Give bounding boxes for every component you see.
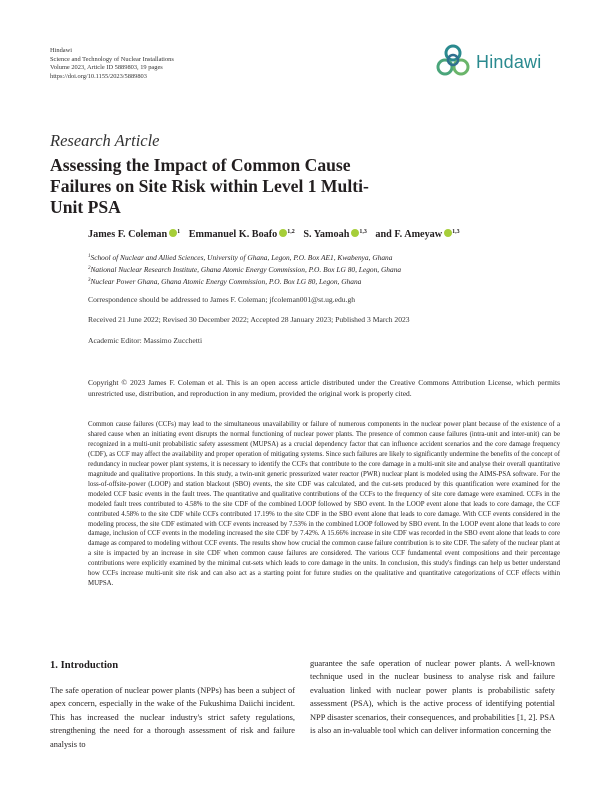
author[interactable] (189, 229, 295, 240)
author-name: James F. Coleman (88, 229, 168, 240)
copyright-notice: Copyright © 2023 James F. Coleman et al. This is an open access article distributed under the Creative Commons Attribution License, which permits unrestricted use, distribution, and reproduction in any medium, provided the original work is properly cited. (88, 378, 560, 398)
author-name: S. Yamoah (303, 229, 350, 240)
doi-link[interactable]: https://doi.org/10.1155/2023/5889803 (50, 72, 147, 80)
affiliation-text: School of Nuclear and Allied Sciences, University of Ghana, Legon, P.O. Box AE1, Kwabenya, Ghana (90, 253, 393, 262)
affiliation (88, 251, 558, 263)
section-heading: 1. Introduction (50, 660, 119, 671)
journal-info (50, 47, 310, 81)
journal-name: Science and Technology of Nuclear Installations (50, 55, 174, 63)
article-type: Research Article (50, 131, 160, 150)
orcid-icon[interactable] (169, 229, 177, 237)
hindawi-logo-icon (433, 42, 473, 82)
intro-column-left: The safe operation of nuclear power plants (NPPs) has been a subject of apex concern, especially in the wake of the Fukushima Daiichi incident. This has increased the nuclear industry's strict safety regulations, strengthening the need for a thorough assessment of risk and failure analysis to (50, 686, 295, 749)
publication-dates: Received 21 June 2022; Revised 30 December 2022; Accepted 28 January 2023; Published 3 March 2023 (88, 315, 410, 324)
correspondence: Correspondence should be addressed to James F. Coleman; jfcoleman001@st.ug.edu.gh (88, 295, 356, 304)
intro-column-right: guarantee the safe operation of nuclear power plants. A well-known technique used in the nuclear business to analyse risk and failure evaluation linked with nuclear power plants is probabilistic safety assessment (PSA), which is the active process of identifying potential NPP disaster scenarios, their consequences, and probabilities [1, 2]. PSA is also an in-valuable tool which can deliver information concerning the (310, 659, 555, 736)
affiliation (88, 275, 558, 287)
affiliation-text: Nuclear Power Ghana, Ghana Atomic Energy Commission, P.O. Box LG 80, Legon, Ghana (90, 277, 362, 286)
affiliation-number: 2 (88, 266, 91, 271)
affiliation-number: 3 (88, 278, 91, 283)
author-affil-sup: 1,2 (287, 229, 295, 235)
affiliation-number: 1 (88, 254, 91, 259)
author[interactable] (88, 229, 180, 240)
author[interactable] (375, 229, 459, 240)
academic-editor: Academic Editor: Massimo Zucchetti (88, 336, 203, 345)
orcid-icon[interactable] (444, 229, 452, 237)
logo-text: Hindawi (476, 51, 542, 72)
hindawi-logo (433, 41, 553, 83)
abstract: Common cause failures (CCFs) may lead to the simultaneous unavailability or failure of numerous components in the nuclear power plant because of the existence of a shared cause when an initiating event disrupts the normal functioning of nuclear power plants. The presence of common cause failures (intra-unit and inter-unit) can be recognized in a multi-unit probabilistic safety assessment (MUPSA) as a crucial dependency factor that can influence accident scenarios and the core damage frequency (CDF), as CCF may affect the availability and proper operation of mitigating systems. Since such failures are likely to significantly undermine the benefits of the concept of redundancy in nuclear power plant systems, it is necessary to identify the CCFs that contribute to the core damage in a multi-unit site and analyse their overall quantitative magnitude and qualitative proportions. In this study, a twin-unit generic pressurized water reactor (PWR) nuclear plant is modeled using the AIMS-PSA software. For the loss-of-offsite-power (LOOP) and station blackout (SBO) events, the site CDF was calculated, and the cut-sets produced by this quantification were examined for the modeled CCF basic events in the fault trees. The quantitative and qualitative contributions of the CCFs to the frequency of site core damage were examined. CCFs in the modeled fault trees contributed to 4.58% to the site CDF of the combined LOOP followed by SBO event. In the LOOP event alone that leads to core damage, the CCF contributed 4.58% to the site CDF while CCFs contributed 17.19% to the site CDF in the SBO event alone that leads to core damage. With CCF events considered in the modeling process, the site CDF estimated with CCF events increased by 7.53% in the combined LOOP followed by SBO event. In the LOOP event alone that leads to core damage, inclusion of CCF events in the modeling increased the site CDF by 7.42%. A 15.66% increase in site CDF was recorded in the SBO event alone that leads to core damage as compared to modeling without CCF events. The results show how crucial the common cause failure contribution is to site CDF. The safety of the nuclear plant at a site is impacted by an increase in site CDF when common cause failures are considered. The various CCF fundamental event compositions and their percentage contributions were explicitly examined by the minimal cut-sets which leads to core damage in the units. In conclusion, this study's findings can help us better understand how CCFs increase multi-unit site risk and can also act as a starting point for future studies on the qualitative and quantitative categorizations of CCF effects within MUPSA. (88, 421, 560, 588)
affiliation (88, 263, 558, 275)
author-name: Emmanuel K. Boafo (188, 229, 278, 240)
author-list (88, 229, 568, 240)
affiliation-text: National Nuclear Research Institute, Ghana Atomic Energy Commission, P.O. Box LG 80, Legon, Ghana (90, 265, 402, 274)
author-affil-sup: 1 (177, 229, 181, 235)
author-affil-sup: 1,3 (359, 229, 367, 235)
author-affil-sup: 1,3 (452, 229, 460, 235)
paper-title: Assessing the Impact of Common Cause Failures on Site Risk within Level 1 Multi-Unit PSA (50, 155, 369, 217)
author-name: and F. Ameyaw (375, 229, 443, 240)
publisher-name: Hindawi (50, 47, 73, 54)
author[interactable] (303, 229, 367, 240)
volume-line: Volume 2023, Article ID 5889803, 19 pages (50, 64, 163, 72)
